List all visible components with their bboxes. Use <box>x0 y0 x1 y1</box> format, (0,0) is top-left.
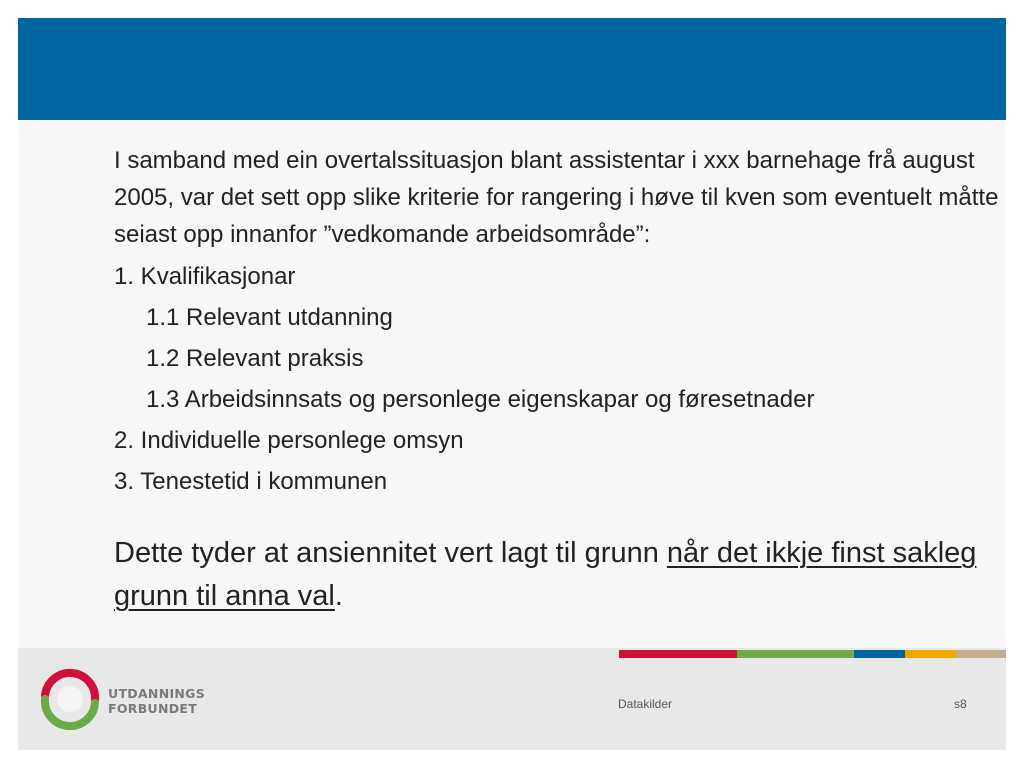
header-band <box>18 18 1006 120</box>
stripe-green <box>737 650 854 658</box>
criteria-subitem: 1.2 Relevant praksis <box>146 345 364 372</box>
conclusion-end: . <box>334 580 343 612</box>
utdanningsforbundet-logo <box>38 666 208 734</box>
slide <box>18 18 1006 750</box>
stripe-red <box>619 650 737 658</box>
page-number: s8 <box>954 697 967 711</box>
ring-logo-icon <box>38 666 102 730</box>
logo-wordmark <box>108 686 205 716</box>
conclusion-lead: Dette tyder at ansiennitet vert lagt til grunn <box>114 537 667 569</box>
intro-paragraph: I samband med ein overtalssituasjon blant assistentar i xxx barnehage frå august 2005, var det sett opp slike kriterie for rangering i høve til kven som eventuelt måtte seiast opp innanfor ”vedkomande arbeidsområde”: <box>114 147 999 248</box>
criteria-subitem: 1.3 Arbeidsinnsats og personlege eigenskapar og føresetnader <box>146 386 815 413</box>
stripe-tan <box>956 650 1006 658</box>
criteria-item: 1. Kvalifikasjonar <box>114 263 296 290</box>
logo-line-1: UTDANNINGS <box>108 686 206 701</box>
conclusion-underlined: når det ikkje finst sakleg grunn til anna val <box>114 537 977 612</box>
stripe-blue <box>854 650 905 658</box>
footer-source: Datakilder <box>618 697 673 711</box>
criteria-subitem: 1.1 Relevant utdanning <box>146 304 393 331</box>
logo-line-2: FORBUNDET <box>108 701 198 716</box>
criteria-list <box>114 258 1002 500</box>
footer <box>18 648 1006 750</box>
slide-content <box>114 142 1002 618</box>
conclusion-text <box>114 532 1002 618</box>
criteria-item: 2. Individuelle personlege omsyn <box>114 427 464 454</box>
stripe-yellow <box>905 650 956 658</box>
criteria-item: 3. Tenestetid i kommunen <box>114 468 388 495</box>
